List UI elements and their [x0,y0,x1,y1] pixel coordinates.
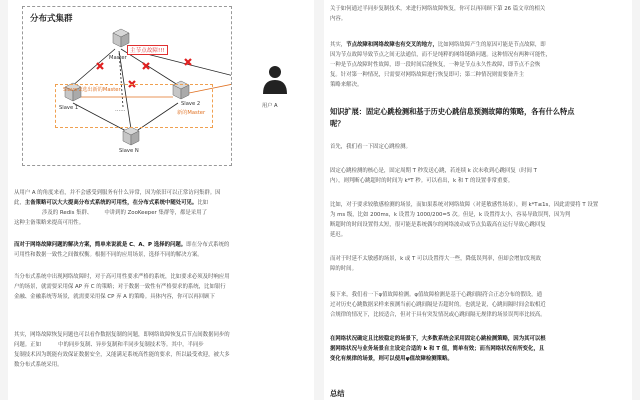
left-para-4d: 数分布式系统采用。 [14,362,63,368]
right-para-8: 在网络状况确定且比较稳定的场景下，大多数系统会采用固定心跳检测策略，因为其可以根 [330,336,546,342]
right-para-1: 关于如何通过半同步复制技术，来进行网络故障恢复，你可以再回顾下第 26 篇文章的相关 [330,6,546,12]
right-para-6: 而对于时延不太敏感的场景，k 或 T 可以设置得大一些，降低误判率，但却会增加发现故 [330,256,542,262]
server-icon [123,127,139,145]
right-para-7: 接下来，我们看一下φ值故障检测。φ值故障检测是基于心跳间隔符合正态分布的假设，通 [330,292,542,298]
right-page [324,0,632,400]
right-para-8c: 变化有规律的场景，则可以使用φ值故障检测策略。 [330,356,453,362]
right-para-5: 比如，对于要求较敏感检测的场景，而如果系统对网络故障（对延敏感性场景），则 k*T≤1s，因此需要将 T 设置 [330,202,599,208]
left-para-3b: 户的场景，就需要采用保 AP 弃 C 的策略；对于数据一致性有严格要求的系统，比如银行 [14,284,226,290]
left-para-2b: 可用性和数据一致性之间做权衡。根据不同的应用场景，选择不同的解决方案。 [14,252,203,258]
right-para-4b: 内），则判断心跳超时的时间为 k*T 秒。可以看出，k 和 T 的设置非常重要。 [330,178,514,184]
slaveN-label: Slave N [119,148,139,154]
left-para-4b: 问题。正如 中的同步复制、异步复制和半同步复制技术等。其中，半同步 [14,342,204,348]
left-page [8,0,314,400]
left-para-1: 从用户 A 的角度来看，并不会感受到服务有什么异常，因为依旧可以正常访问集群。因 [14,190,221,196]
left-para-2: 而对于网络故障问题的解决方案，简单来说就是 C、A、P 选择的问题。即在分布式系统的 [14,242,230,248]
right-para-7c: 合规律的情况下，比较适合，但对于具有突发情况或心跳间隔无规律的场景误判率比较高。 [330,312,546,318]
master-label: Master [109,55,127,61]
right-para-3: 首先，我们看一下固定心跳检测。 [330,144,411,150]
right-para-2d: 复。针对第一种情况，只需要对网络故障进行恢复即可；第二种情况则需要备升主 [330,72,525,78]
cluster-diagram [22,6,232,166]
fault-note: 主节点故障!!! [127,45,168,55]
right-para-2c: 一种是节点故障时性故障，即一段时间后能恢复，一种是节点永久性故障，即节点不会恢 [330,62,541,68]
new-master-label: 新的Master [177,110,206,116]
user-icon [255,62,295,102]
right-para-7b: 过对历史心跳数据采样来预测当前心跳间隔是否超时的。也就是说，心跳间隔时间会取相近 [330,302,546,308]
left-para-1d: 这种主备策略来提高可用性。 [14,220,85,226]
right-para-2: 其实，节点故障和网络故障也有交叉的地方，比如网络故障产生的原因可能是节点故障，即 [330,42,546,48]
left-para-3: 当分布式系统中出现网络故障时，对于高可用性要求严格的系统，比如要求必须及时响应用 [14,274,230,280]
ellipsis-label: …… [115,107,126,113]
right-para-5d: 延迟。 [330,232,347,238]
right-para-4: 固定心跳检测的核心是，固定周期 T 秒发送心跳，若连续 k 次未收到心跳回复（时间 T [330,168,537,174]
right-para-5b: 为 ms 级，比如 200ms，k 设置为 1000/200=5 次。但是，k 设置得太小，容易导致误判，因为判 [330,212,571,218]
right-para-5c: 断超时的时间设置得太短，很可能是系统偶尔的网络波动或节点负载高在运行导致心跳回复 [330,222,546,228]
right-para-8b: 据网络状况与业务场景自主设定合适的 k 和 T 值，简单有效；而当网络状况有所变化，且 [330,346,545,352]
left-para-4: 其实，网络故障恢复问题也可以看作数据复制的问题，即网络故障恢复后节点间数据同步的 [14,332,230,338]
left-para-4c: 复制技术因为既能有效保证数据安全，又能满足系统高性能的要求，所以最受欢迎，被大多 [14,352,230,358]
right-para-1b: 内容。 [330,16,347,22]
right-para-6b: 障的时间。 [330,266,357,272]
left-para-1c: 涉及的 Redis 集群、 中讲到的 ZooKeeper 集群等，都是采用了 [42,210,207,216]
right-para-2e: 策略来解决。 [330,82,363,88]
election-note: Slave 2选出新的Master [63,87,121,93]
section-heading: 知识扩展：固定心跳检测和基于历史心跳信息预测故障的策略，各有什么特点 [330,107,575,116]
user-label: 用户 A [262,103,278,109]
left-para-1b: 此，主备策略可以大大提高分布式系统的可用性，在分布式系统中随处可见。比如 [14,200,209,206]
slave1-label: Slave 1 [59,105,79,111]
diagram-title: 分布式集群 [30,14,73,24]
left-para-3c: 金融、金融系统等场景，就需要采用保 CP 弃 A 的策略。具体内容，你可以再回顾下 [14,294,215,300]
summary-heading: 总结 [330,389,345,398]
section-heading-b: 呢？ [330,119,345,128]
slave2-label: Slave 2 [181,101,201,107]
right-para-2b: 因为节点故障导致节点之间无法通信，而不是纯粹的网络链路问题。这种情况有两种可能性， [330,52,552,58]
